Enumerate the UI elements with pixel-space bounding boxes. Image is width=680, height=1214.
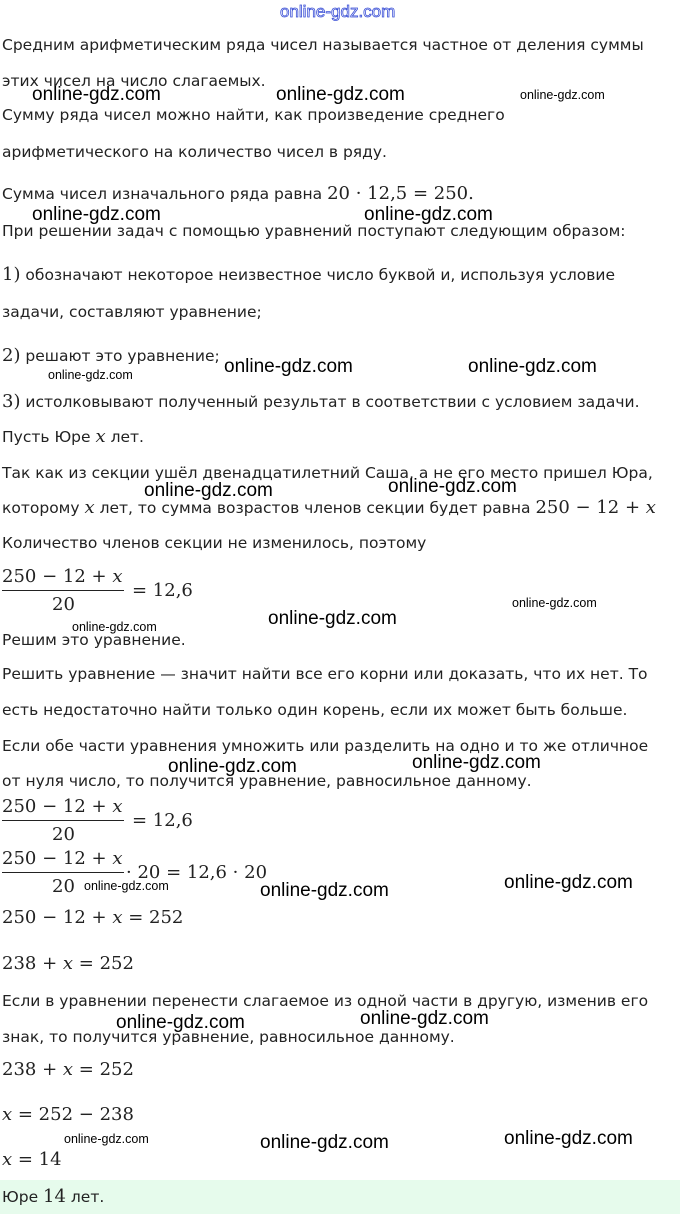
watermark: online-gdz.com — [32, 204, 161, 225]
text-segment: которому — [2, 499, 85, 517]
math-variable: x — [84, 497, 95, 518]
text-segment: обозначают некоторое неизвестное число буквой и, используя условие — [20, 266, 616, 284]
answer-text: Юре 14 лет. — [2, 1186, 105, 1207]
watermark: online-gdz.com — [276, 84, 405, 105]
math-variable: x — [95, 426, 106, 447]
site-header-watermark: online-gdz.com — [280, 2, 396, 21]
text-line — [2, 346, 220, 366]
text-line: Если в уравнении перенести слагаемое из одной части в другую, изменив его — [2, 992, 649, 1010]
text-segment: Сумма чисел изначального ряда равна — [2, 185, 328, 203]
watermark: online-gdz.com — [224, 356, 353, 377]
equation-line: x = 252 − 238 — [2, 1104, 134, 1125]
fraction-bar — [2, 590, 124, 591]
text-line — [2, 392, 640, 412]
fraction-bar — [2, 820, 124, 821]
watermark: online-gdz.com — [468, 356, 597, 377]
equation-line: 238 + x = 252 — [2, 953, 134, 974]
list-number: 1) — [2, 264, 21, 285]
watermark: online-gdz.com — [412, 752, 541, 773]
text-segment: лет. — [105, 428, 144, 446]
equation-line: 238 + x = 252 — [2, 1059, 134, 1080]
text-line: от нуля число, то получится уравнение, равносильное данному. — [2, 772, 532, 790]
text-line: Так как из секции ушёл двенадцатилетний Саша, а не его место пришел Юра, — [2, 464, 653, 482]
watermark: online-gdz.com — [72, 620, 157, 634]
math-expression: 250 − 12 + — [535, 497, 646, 518]
text-line — [2, 498, 656, 518]
text-line — [2, 427, 144, 447]
text-line: арифметического на количество чисел в ряду. — [2, 143, 387, 161]
text-line — [2, 184, 474, 204]
text-line: Средним арифметическим ряда чисел называется частное от деления суммы — [2, 36, 644, 54]
fraction-denominator: 20 — [52, 876, 75, 897]
watermark: online-gdz.com — [512, 596, 597, 610]
fraction-numerator: 250 − 12 + x — [2, 796, 123, 817]
watermark: online-gdz.com — [32, 84, 161, 105]
text-segment: лет, то сумма возрастов членов секции будет равна — [94, 499, 536, 517]
text-line: Если обе части уравнения умножить или разделить на одно и то же отличное — [2, 737, 649, 755]
watermark: online-gdz.com — [64, 1132, 149, 1146]
watermark: online-gdz.com — [48, 368, 133, 382]
text-segment: Пусть Юре — [2, 428, 96, 446]
text-line: Решим это уравнение. — [2, 631, 186, 649]
equation-rhs: = 12,6 — [132, 810, 193, 831]
fraction-denominator: 20 — [52, 594, 75, 615]
watermark: online-gdz.com — [520, 88, 605, 102]
answer-box — [0, 1180, 680, 1214]
watermark: online-gdz.com — [260, 1132, 389, 1153]
watermark: online-gdz.com — [388, 476, 517, 497]
text-line: Количество членов секции не изменилось, поэтому — [2, 534, 427, 552]
math-variable: x — [645, 497, 656, 518]
watermark: online-gdz.com — [504, 872, 633, 893]
watermark: online-gdz.com — [116, 1012, 245, 1033]
watermark: online-gdz.com — [144, 480, 273, 501]
watermark: online-gdz.com — [364, 204, 493, 225]
fraction-numerator: 250 − 12 + x — [2, 848, 123, 869]
list-number: 2) — [2, 345, 21, 366]
text-segment: решают это уравнение; — [20, 347, 220, 365]
math-expression: 20 · 12,5 = 250. — [327, 183, 474, 204]
fraction-bar — [2, 872, 124, 873]
equation-line: 250 − 12 + x = 252 — [2, 907, 184, 928]
fraction-denominator: 20 — [52, 824, 75, 845]
text-line: Сумму ряда чисел можно найти, как произведение среднего — [2, 106, 505, 124]
text-line: этих чисел на число слагаемых. — [2, 72, 266, 90]
watermark: online-gdz.com — [84, 879, 169, 893]
watermark: online-gdz.com — [360, 1008, 489, 1029]
equation-rhs: · 20 = 12,6 · 20 — [126, 862, 268, 883]
list-number: 3) — [2, 391, 21, 412]
equation-line: x = 14 — [2, 1149, 62, 1170]
watermark: online-gdz.com — [268, 608, 397, 629]
text-line: Решить уравнение — значит найти все его корни или доказать, что их нет. То — [2, 665, 648, 683]
text-line: задачи, составляют уравнение; — [2, 303, 262, 321]
answer-number: 14 — [43, 1186, 66, 1207]
text-line: знак, то получится уравнение, равносильное данному. — [2, 1028, 455, 1046]
watermark: online-gdz.com — [260, 880, 389, 901]
text-line: При решении задач с помощью уравнений поступают следующим образом: — [2, 222, 626, 240]
text-line: есть недостаточно найти только один корень, если их может быть больше. — [2, 701, 628, 719]
text-line — [2, 265, 615, 285]
fraction-numerator: 250 − 12 + x — [2, 566, 123, 587]
text-segment: истолковывают полученный результат в соответствии с условием задачи. — [20, 393, 640, 411]
watermark: online-gdz.com — [504, 1128, 633, 1149]
watermark: online-gdz.com — [168, 756, 297, 777]
equation-rhs: = 12,6 — [132, 580, 193, 601]
